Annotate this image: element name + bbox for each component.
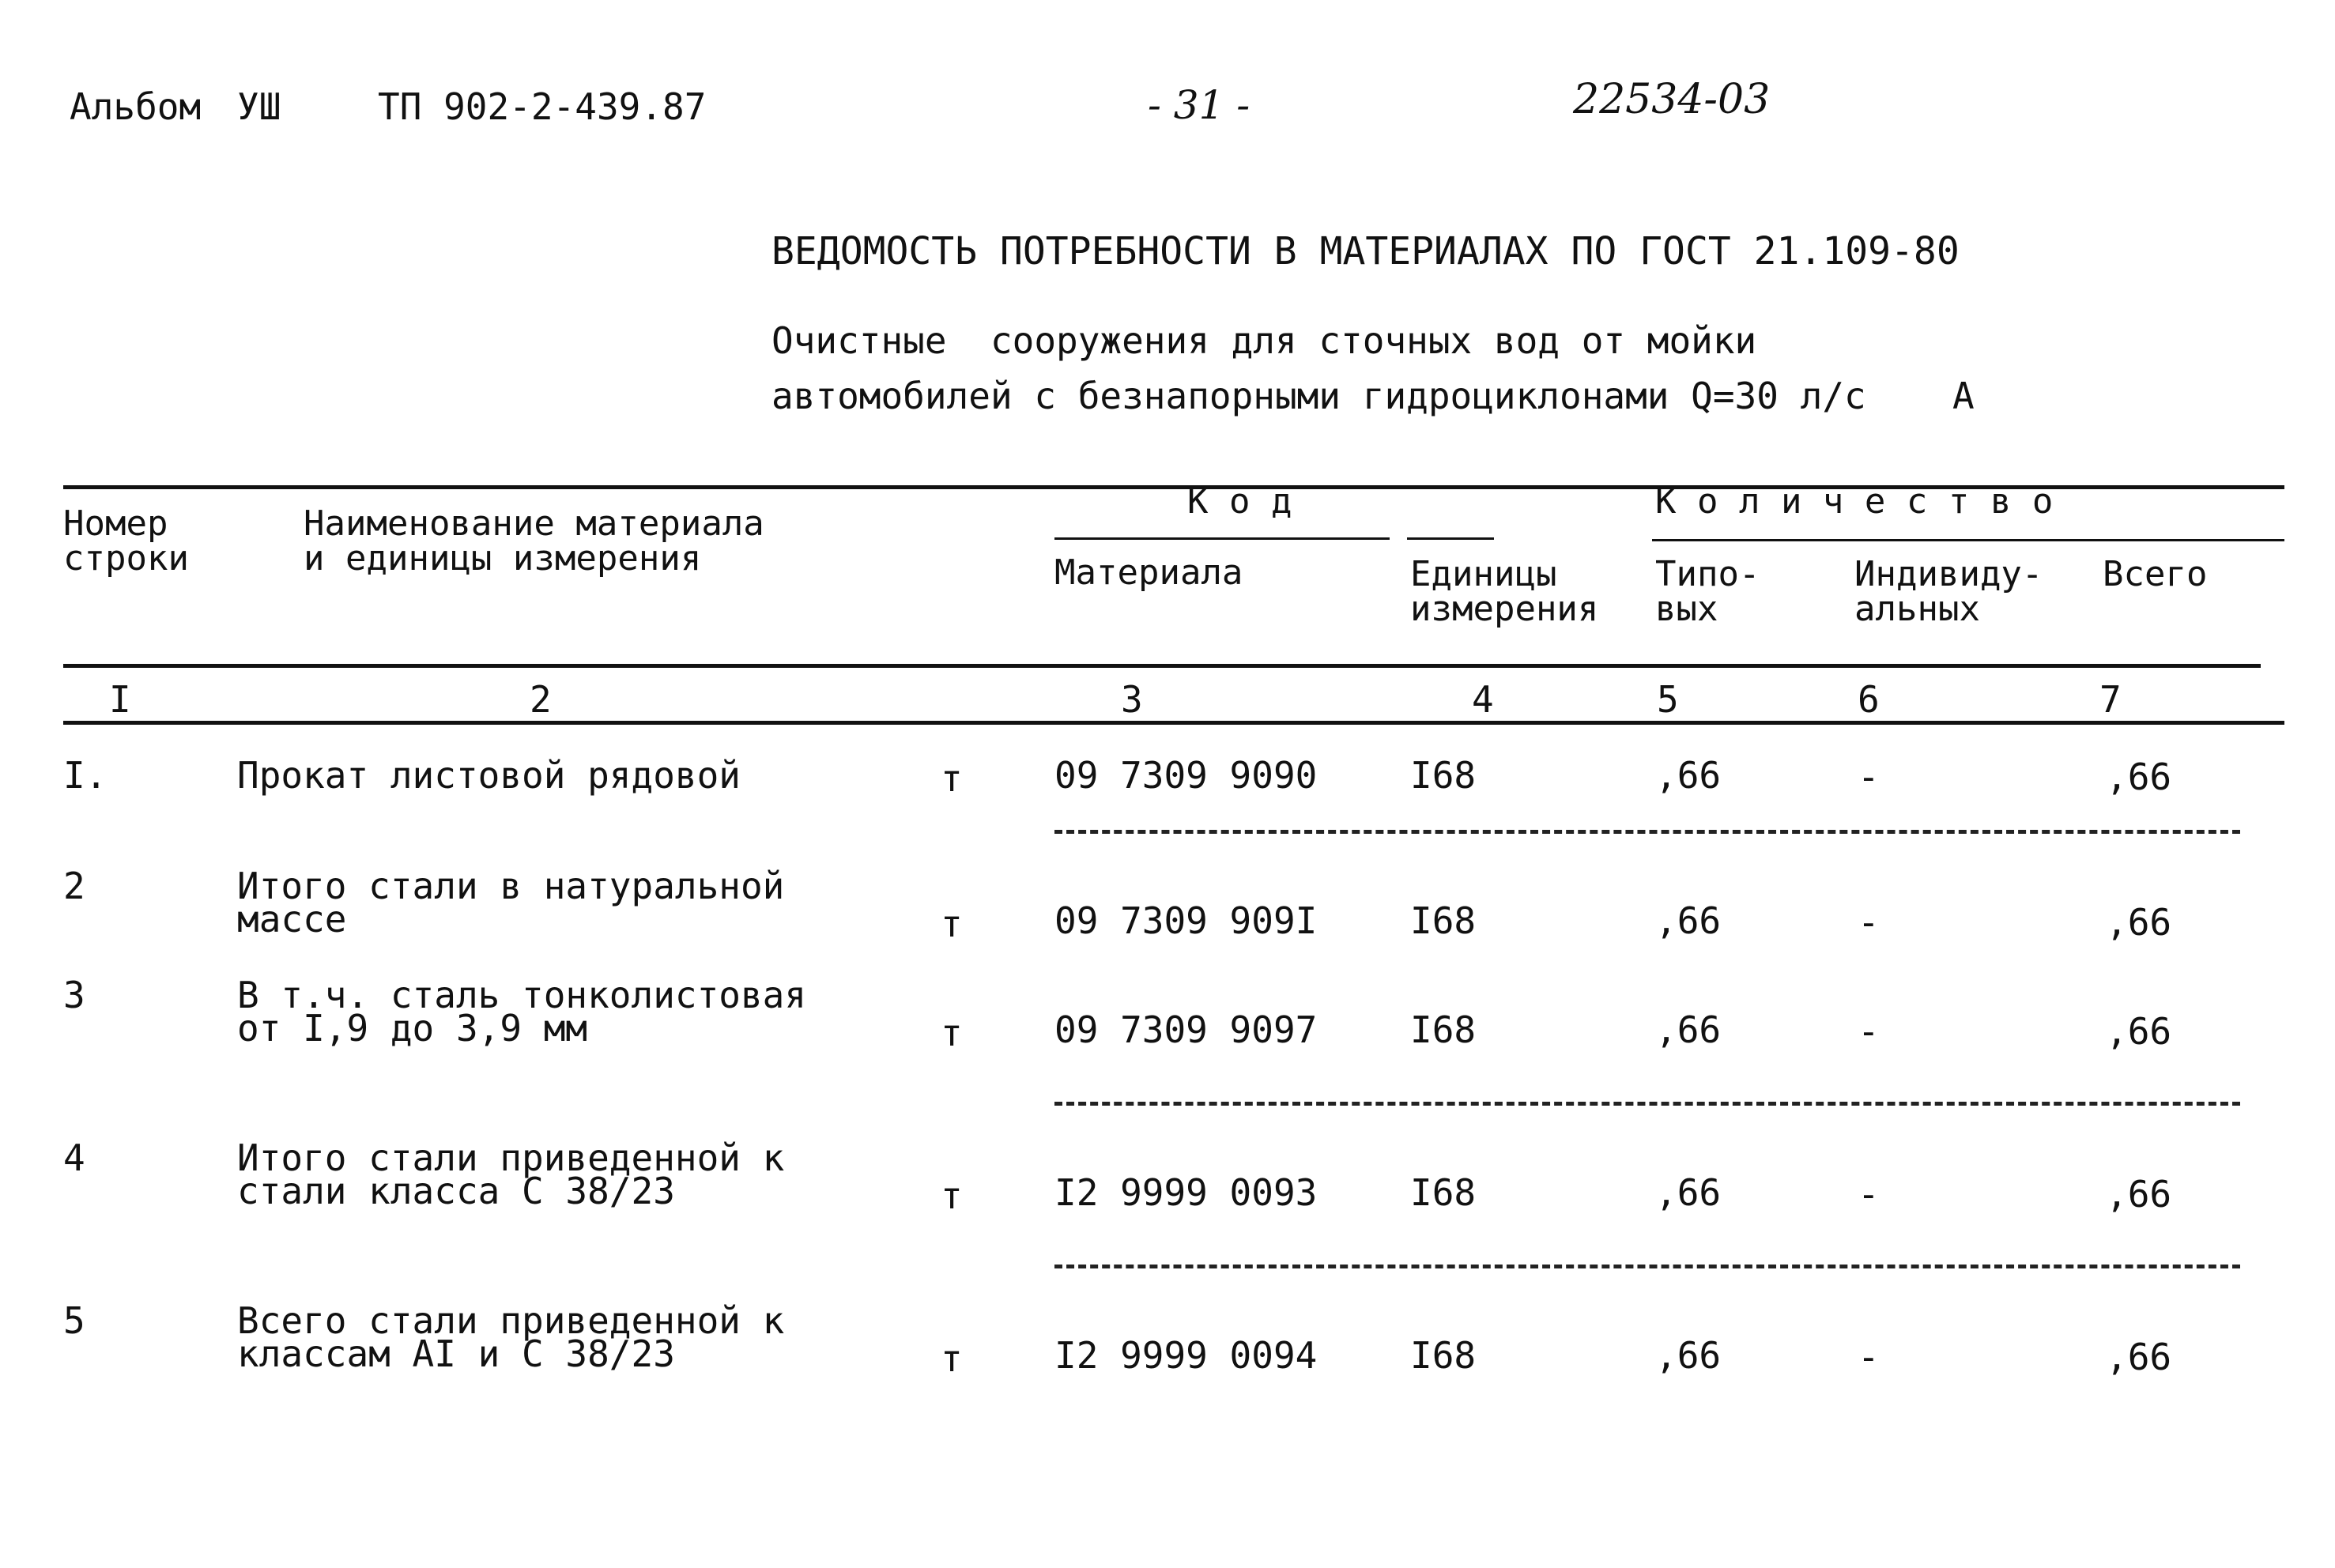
row-divider [1054, 1265, 2240, 1268]
typical-qty: ,66 [1655, 1008, 1722, 1051]
individual-qty: - [1858, 1010, 1880, 1053]
material-name-line-2: стали класса С 38/23 [237, 1170, 675, 1212]
row-number: 2 [63, 865, 85, 907]
subtitle-line-2: автомобилей с безнапорными гидроциклонами Q=30 л/с [771, 375, 1866, 417]
header-name-1: Наименование материала [304, 503, 764, 544]
header-total: Всего [2103, 554, 2208, 594]
total-qty: ,66 [2106, 756, 2172, 798]
material-code: 09 7309 9097 [1054, 1008, 1318, 1051]
col-number-7: 7 [2099, 678, 2122, 721]
subtitle-mark: А [1952, 375, 1975, 417]
material-name: Прокат листовой рядовой [237, 754, 741, 797]
unit-code: I68 [1410, 1008, 1477, 1051]
col-number-4: 4 [1472, 678, 1494, 721]
col-number-6: 6 [1858, 678, 1880, 721]
row-divider [1054, 1102, 2240, 1106]
album-number: УШ [237, 85, 281, 128]
material-code: 09 7309 909I [1054, 899, 1318, 942]
qty-group-rule-right [1652, 539, 2284, 541]
col-number-2: 2 [530, 678, 552, 721]
material-name-line-1: Итого стали приведенной к [237, 1136, 785, 1179]
total-qty: ,66 [2106, 1010, 2172, 1053]
row-number: 3 [63, 974, 85, 1016]
material-name-line-1: Всего стали приведенной к [237, 1299, 785, 1342]
unit-code: I68 [1410, 899, 1477, 942]
page-title: ВЕДОМОСТЬ ПОТРЕБНОСТИ В МАТЕРИАЛАХ ПО ГОСТ 21.109-80 [771, 229, 1960, 273]
total-qty: ,66 [2106, 1173, 2172, 1216]
subtitle-line-1: Очистные сооружения для сточных вод от мойки [771, 319, 1757, 362]
col-number-5: 5 [1657, 678, 1679, 721]
material-code: 09 7309 9090 [1054, 754, 1318, 797]
material-name-line-1: Итого стали в натуральной [237, 865, 785, 907]
header-row-no-1: Номер [63, 503, 168, 544]
col-number-1: I [109, 678, 131, 721]
header-unit-1: Единицы [1410, 554, 1557, 594]
total-qty: ,66 [2106, 901, 2172, 944]
project-number: ТП 902-2-439.87 [378, 85, 707, 128]
individual-qty: - [1858, 1173, 1880, 1216]
material-code: I2 9999 0094 [1054, 1334, 1318, 1377]
typical-qty: ,66 [1655, 1171, 1722, 1214]
unit: т [941, 903, 963, 945]
col-number-3: 3 [1121, 678, 1143, 721]
header-qty-group: К о л и ч е с т в о [1655, 481, 2054, 522]
individual-qty: - [1858, 1336, 1880, 1378]
header-row-no-2: строки [63, 538, 189, 579]
document-number: 22534-03 [1573, 76, 1771, 123]
header-individual-1: Индивиду- [1854, 554, 2043, 594]
header-name-2: и единицы измерения [304, 538, 702, 579]
qty-group-rule-left [1407, 537, 1494, 540]
material-name-line-2: от I,9 до 3,9 мм [237, 1007, 588, 1050]
header-material: Материала [1054, 552, 1243, 593]
header-typical-2: вых [1655, 589, 1718, 629]
row-number: 4 [63, 1136, 85, 1179]
total-qty: ,66 [2106, 1336, 2172, 1378]
material-name-line-2: классам АI и С 38/23 [237, 1332, 675, 1375]
header-individual-2: альных [1854, 589, 1980, 629]
page-number: - 31 - [1148, 82, 1250, 128]
row-number: I. [63, 754, 108, 797]
typical-qty: ,66 [1655, 899, 1722, 942]
header-unit-2: измерения [1410, 589, 1599, 629]
unit: т [941, 757, 963, 800]
header-bottom-rule [63, 664, 2261, 668]
typical-qty: ,66 [1655, 754, 1722, 797]
material-code: I2 9999 0093 [1054, 1171, 1318, 1214]
individual-qty: - [1858, 901, 1880, 944]
col-number-rule [63, 721, 2284, 725]
unit-code: I68 [1410, 754, 1477, 797]
typical-qty: ,66 [1655, 1334, 1722, 1377]
unit: т [941, 1012, 963, 1054]
material-name-line-2: массе [237, 898, 347, 940]
row-divider [1054, 830, 2240, 834]
individual-qty: - [1858, 756, 1880, 798]
material-name-line-1: В т.ч. сталь тонколистовая [237, 974, 807, 1016]
header-typical-1: Типо- [1655, 554, 1760, 594]
unit: т [941, 1174, 963, 1217]
album-label: Альбом [70, 85, 202, 128]
unit-code: I68 [1410, 1171, 1477, 1214]
row-number: 5 [63, 1299, 85, 1342]
header-code-group: К о д [1187, 481, 1292, 522]
code-group-rule [1054, 537, 1390, 540]
unit: т [941, 1337, 963, 1380]
unit-code: I68 [1410, 1334, 1477, 1377]
